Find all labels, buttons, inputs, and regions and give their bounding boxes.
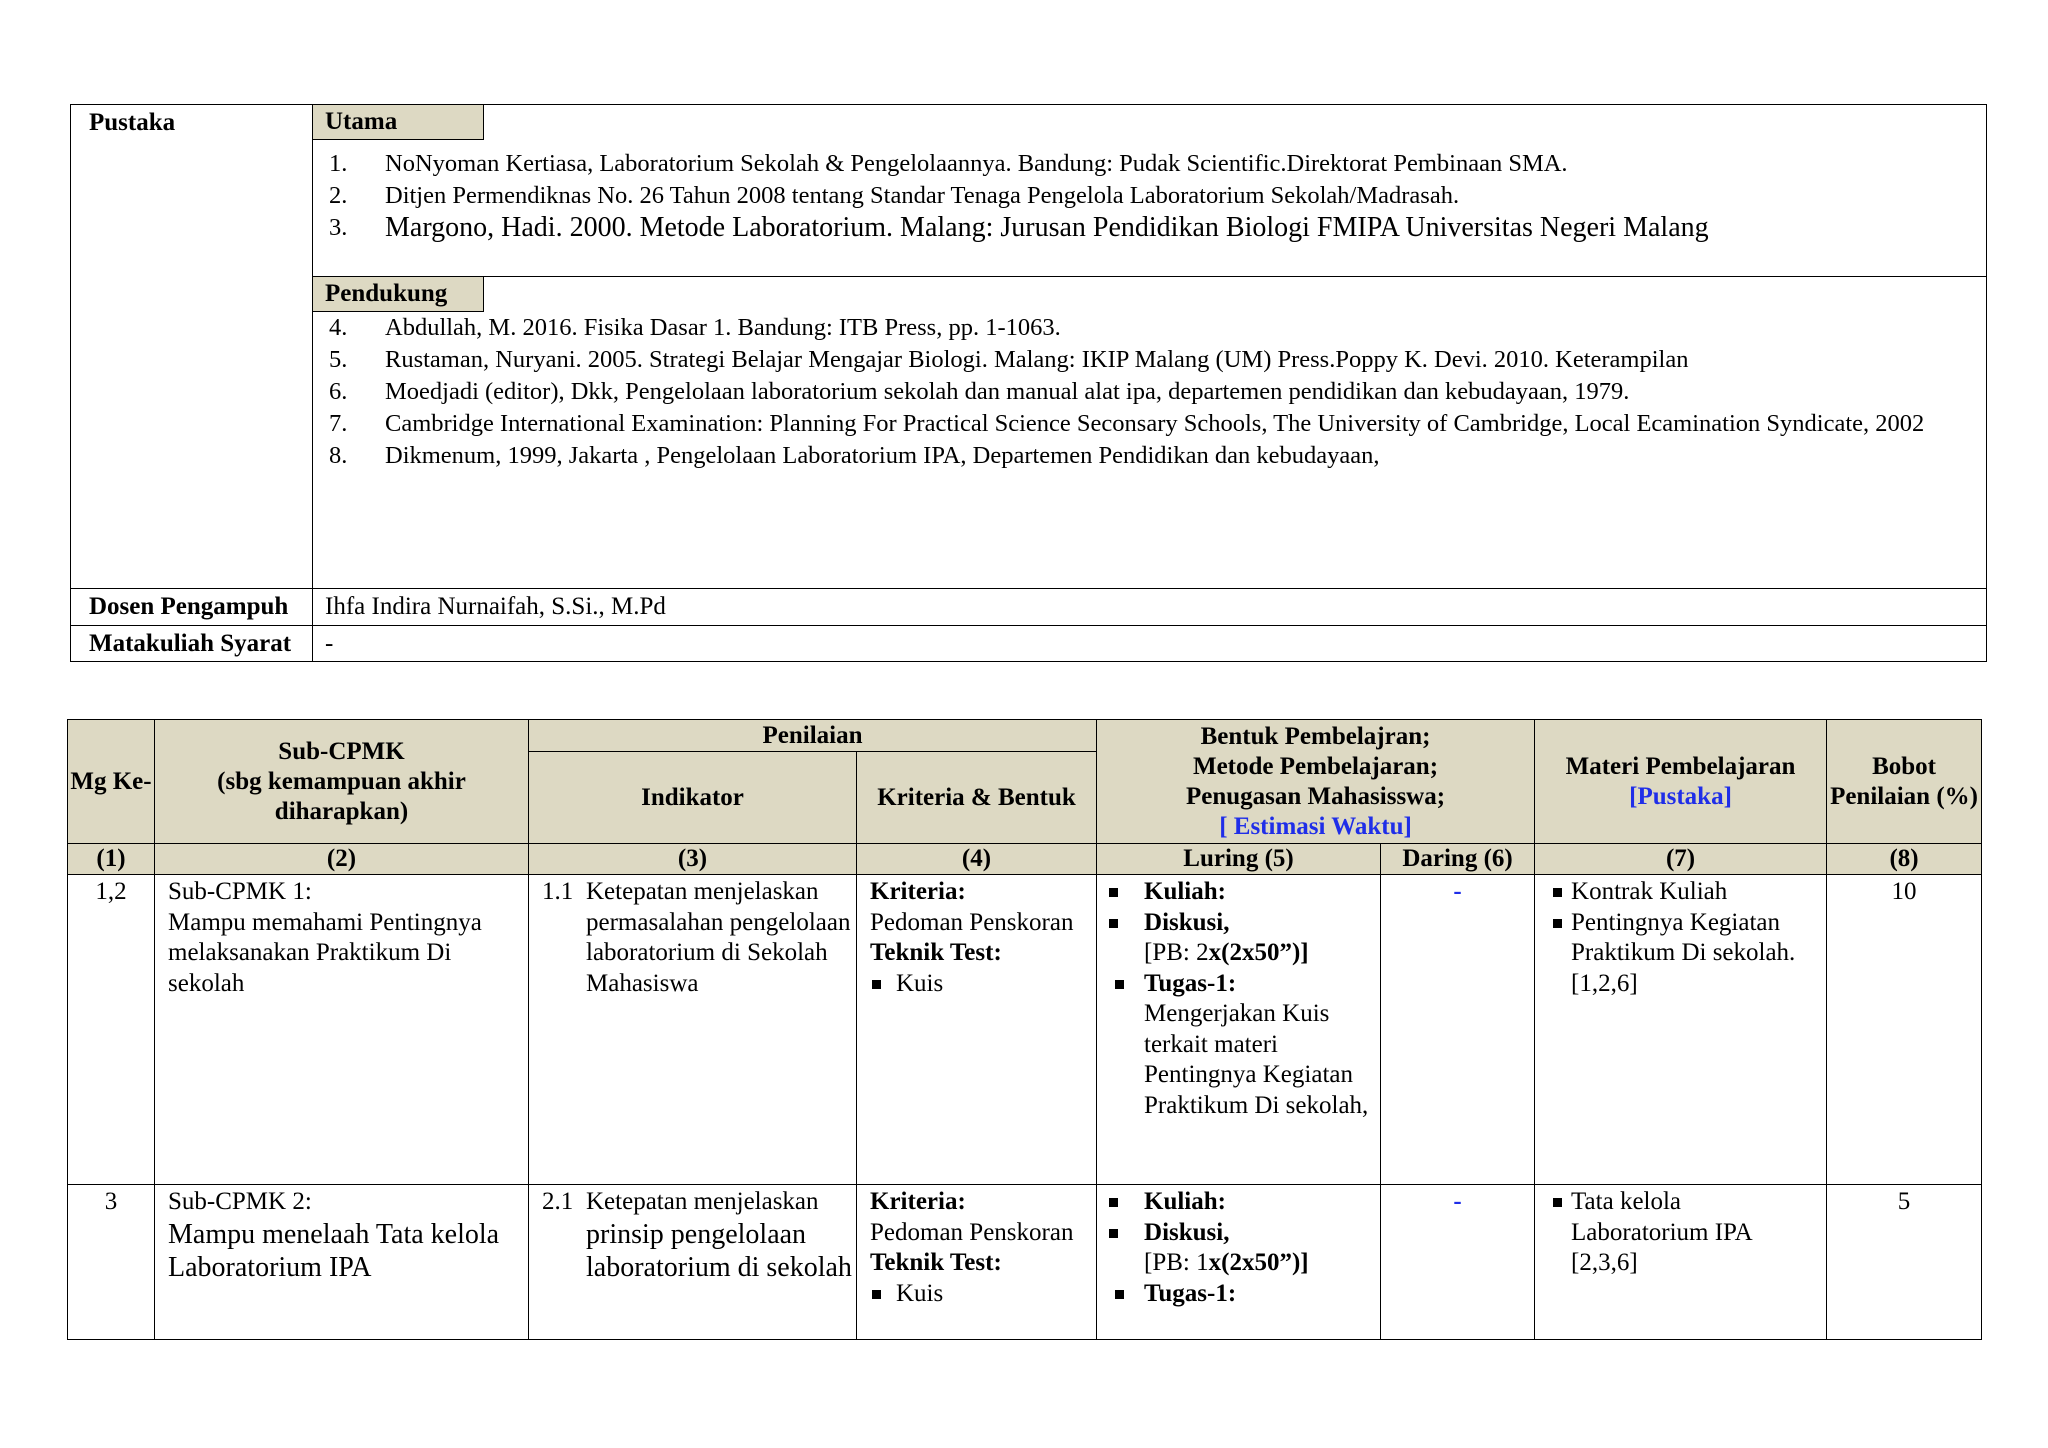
- pustaka-link-label: [Pustaka]: [1629, 782, 1732, 810]
- table-row: [68, 1185, 1982, 1340]
- row-bobot: 10: [1827, 875, 1982, 1185]
- syarat-value: -: [313, 626, 1987, 662]
- row-daring: -: [1381, 875, 1535, 1185]
- reference-item: 6. Moedjadi (editor), Dkk, Pengelolaan laboratorium sekolah dan manual alat ipa, departemen pendidikan dan kebudayaan, 1979.: [329, 378, 1630, 405]
- bullet-icon: [870, 969, 884, 1000]
- row-mg: 3: [68, 1185, 155, 1340]
- col-number: (3): [529, 844, 857, 875]
- header-materi: Materi Pembelajaran [Pustaka]: [1535, 720, 1827, 844]
- bullet-icon: [1551, 877, 1565, 908]
- row-mg: 1,2: [68, 875, 155, 1185]
- utama-section: [313, 105, 1987, 277]
- header-bobot: Bobot Penilaian (%): [1827, 720, 1982, 844]
- reference-item: 7. Cambridge International Examination: Planning For Practical Science Seconsary Schools, The University of Cambridge, Local Ecamination Syndicate, 2002: [329, 410, 1925, 437]
- col-number: Luring (5): [1097, 844, 1381, 875]
- col-number: (4): [857, 844, 1097, 875]
- header-bentuk: Bentuk Pembelajran; Metode Pembelajaran; Penugasan Mahasisswa; [ Estimasi Waktu]: [1097, 720, 1535, 844]
- utama-reference-list: [313, 148, 1986, 244]
- row-materi: Kontrak Kuliah Pentingnya Kegiatan Praktikum Di sekolah. [1,2,6]: [1535, 875, 1827, 1185]
- reference-item: 2. Ditjen Permendiknas No. 26 Tahun 2008 tentang Standar Tenaga Pengelola Laboratorium Sekolah/Madrasah.: [329, 182, 1460, 209]
- header-indikator: Indikator: [529, 752, 857, 844]
- bullet-icon: [1113, 1279, 1127, 1310]
- bullet-icon: [1107, 1187, 1121, 1218]
- estimasi-waktu-label: [ Estimasi Waktu]: [1219, 812, 1412, 840]
- header-penilaian: Penilaian: [529, 720, 1097, 752]
- bullet-icon: [1107, 877, 1121, 908]
- syarat-label: Matakuliah Syarat: [71, 626, 313, 662]
- col-number: (2): [155, 844, 529, 875]
- bullet-icon: [1107, 1218, 1121, 1249]
- row-indikator: 2.1 Ketepatan menjelaskan prinsip pengelolaan laboratorium di sekolah: [529, 1185, 857, 1340]
- col-number: (8): [1827, 844, 1982, 875]
- table-row: [68, 875, 1982, 1185]
- bullet-icon: [870, 1279, 884, 1310]
- row-daring: -: [1381, 1185, 1535, 1340]
- bullet-icon: [1551, 908, 1565, 1000]
- reference-item: 1. NoNyoman Kertiasa, Laboratorium Sekolah & Pengelolaannya. Bandung: Pudak Scientific.Direktorat Pembinaan SMA.: [329, 150, 1568, 177]
- course-info-table: [70, 104, 1987, 662]
- utama-heading: Utama: [312, 104, 484, 140]
- reference-item: 5. Rustaman, Nuryani. 2005. Strategi Belajar Mengajar Biologi. Malang: IKIP Malang (UM) Press.Poppy K. Devi. 2010. Keterampilan: [329, 346, 1689, 373]
- header-sub-cpmk: Sub-CPMK (sbg kemampuan akhir diharapkan): [155, 720, 529, 844]
- row-bobot: 5: [1827, 1185, 1982, 1340]
- reference-item: 8. Dikmenum, 1999, Jakarta , Pengelolaan Laboratorium IPA, Departemen Pendidikan dan kebudayaan,: [329, 442, 1380, 469]
- reference-item: 4. Abdullah, M. 2016. Fisika Dasar 1. Bandung: ITB Press, pp. 1-1063.: [329, 314, 1061, 341]
- dosen-value: Ihfa Indira Nurnaifah, S.Si., M.Pd: [313, 589, 1987, 626]
- bullet-icon: [1107, 908, 1121, 939]
- row-kriteria: Kriteria: Pedoman Penskoran Teknik Test: Kuis: [857, 1185, 1097, 1340]
- row-sub-cpmk: Sub-CPMK 2: Mampu menelaah Tata kelola Laboratorium IPA: [155, 1185, 529, 1340]
- bullet-icon: [1113, 969, 1127, 1000]
- rps-table: [67, 719, 1982, 1340]
- pendukung-section: [313, 277, 1987, 589]
- row-indikator: 1.1 Ketepatan menjelaskan permasalahan pengelolaan laboratorium di Sekolah Mahasiswa: [529, 875, 857, 1185]
- col-number: (7): [1535, 844, 1827, 875]
- header-kriteria: Kriteria & Bentuk: [857, 752, 1097, 844]
- row-luring: Kuliah: Diskusi, [PB: 1x(2x50”)] Tugas-1:: [1097, 1185, 1381, 1340]
- pendukung-reference-list: [313, 312, 1986, 472]
- col-number: (1): [68, 844, 155, 875]
- pendukung-heading: Pendukung: [312, 276, 484, 312]
- row-materi: Tata kelola Laboratorium IPA [2,3,6]: [1535, 1185, 1827, 1340]
- row-sub-cpmk: Sub-CPMK 1: Mampu memahami Pentingnya melaksanakan Praktikum Di sekolah: [155, 875, 529, 1185]
- row-luring: Kuliah: Diskusi, [PB: 2x(2x50”)] Tugas-1: Mengerjakan Kuis terkait materi Pentingnya Kegiatan Praktikum Di sekolah,: [1097, 875, 1381, 1185]
- row-kriteria: Kriteria: Pedoman Penskoran Teknik Test: Kuis: [857, 875, 1097, 1185]
- bullet-icon: [1551, 1187, 1565, 1279]
- reference-item: 3. Margono, Hadi. 2000. Metode Laboratorium. Malang: Jurusan Pendidikan Biologi FMIPA Universitas Negeri Malang: [329, 212, 1709, 243]
- dosen-label: Dosen Pengampuh: [71, 589, 313, 626]
- header-mg: Mg Ke-: [68, 720, 155, 844]
- pustaka-label: Pustaka: [71, 105, 313, 589]
- col-number: Daring (6): [1381, 844, 1535, 875]
